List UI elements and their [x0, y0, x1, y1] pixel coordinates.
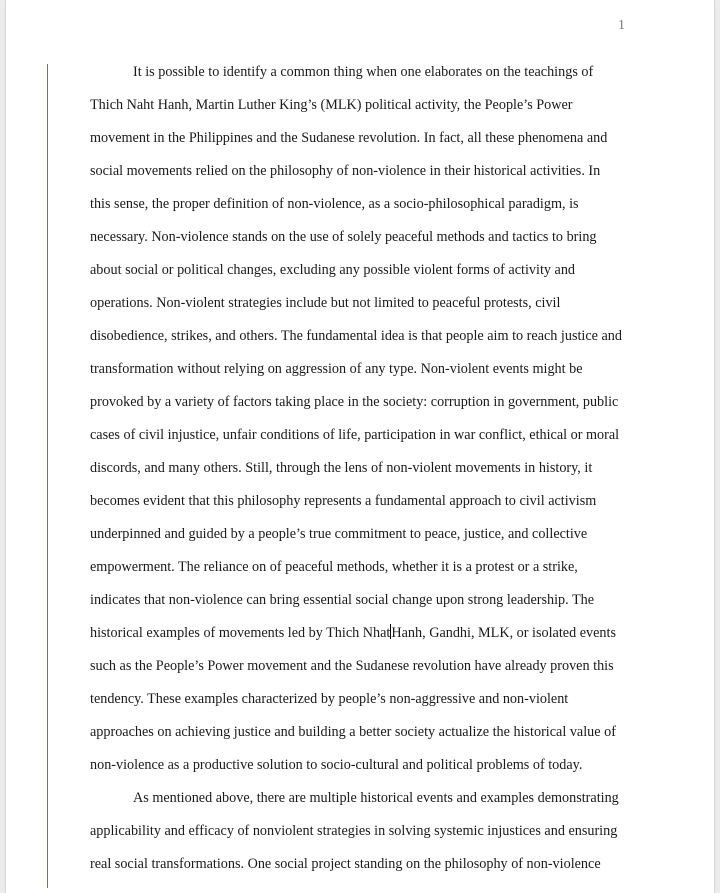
- text-line: [90, 155, 632, 188]
- text-line: [90, 452, 632, 485]
- line-text: approaches on achieving justice and building a better society actualize the historical value of: [90, 724, 616, 740]
- margin-line: [47, 64, 48, 888]
- line-text: becomes evident that this philosophy represents a fundamental approach to civil activism: [90, 493, 597, 509]
- line-text: tendency. These examples characterized by people’s non-aggressive and non-violent: [90, 691, 569, 707]
- page-number: 1: [618, 18, 625, 33]
- line-text: social movements relied on the philosophy of non-violence in their historical activities. In: [90, 163, 601, 179]
- text-line: [90, 419, 632, 452]
- text-line: [90, 749, 632, 782]
- line-text: operations. Non-violent strategies include but not limited to peaceful protests, civil: [90, 295, 561, 311]
- line-text: transformation without relying on aggression of any type. Non-violent events might be: [90, 361, 583, 377]
- line-text: this sense, the proper definition of non-violence, as a socio-philosophical paradigm, is: [90, 196, 579, 212]
- line-text: provoked by a variety of factors taking place in the society: corruption in government, public: [90, 394, 619, 410]
- text-line: [90, 221, 632, 254]
- text-line: [90, 683, 632, 716]
- line-text: disobedience, strikes, and others. The fundamental idea is that people aim to reach justice and: [90, 328, 622, 344]
- text-line: [90, 716, 632, 749]
- text-line: [90, 551, 632, 584]
- line-text: real social transformations. One social project standing on the philosophy of non-violence: [90, 856, 601, 872]
- text-line: [90, 815, 632, 848]
- text-line: [90, 353, 632, 386]
- text-line: [90, 320, 632, 353]
- text-line: [90, 188, 632, 221]
- text-line: [90, 254, 632, 287]
- text-line: [90, 848, 632, 881]
- text-line: [90, 56, 632, 89]
- line-text: about social or political changes, excluding any possible violent forms of activity and: [90, 262, 576, 278]
- line-text: movement in the Philippines and the Sudanese revolution. In fact, all these phenomena and: [90, 130, 608, 146]
- text-line: [90, 584, 632, 617]
- text-line: [90, 518, 632, 551]
- line-text: applicability and efficacy of nonviolent strategies in solving systemic injustices and ensuring: [90, 823, 618, 839]
- line-text-after-cursor: Hanh, Gandhi, MLK, or isolated events: [391, 625, 616, 641]
- line-text: non-violence as a productive solution to socio-cultural and political problems of today.: [90, 757, 583, 773]
- text-line: [90, 89, 632, 122]
- text-line: [90, 386, 632, 419]
- line-text: cases of civil injustice, unfair conditions of life, participation in war conflict, ethical or moral: [90, 427, 620, 443]
- line-text: discords, and many others. Still, through the lens of non-violent movements in history, it: [90, 460, 593, 476]
- text-line: [90, 650, 632, 683]
- line-text: Thich Naht Hanh, Martin Luther King’s (MLK) political activity, the People’s Power: [90, 97, 573, 113]
- line-text: It is possible to identify a common thing when one elaborates on the teachings of: [133, 64, 594, 80]
- line-text: As mentioned above, there are multiple historical events and examples demonstrating: [133, 790, 619, 806]
- text-line: [90, 287, 632, 320]
- text-line: [90, 485, 632, 518]
- text-line: [90, 782, 632, 815]
- line-text: underpinned and guided by a people’s true commitment to peace, justice, and collective: [90, 526, 588, 542]
- document-page[interactable]: [6, 0, 714, 893]
- line-text: empowerment. The reliance on of peaceful methods, whether it is a protest or a strike,: [90, 559, 578, 575]
- text-body[interactable]: [90, 56, 632, 881]
- line-text: indicates that non-violence can bring essential social change upon strong leadership. The: [90, 592, 595, 608]
- text-line: [90, 617, 632, 650]
- line-text: necessary. Non-violence stands on the use of solely peaceful methods and tactics to bring: [90, 229, 597, 245]
- line-text: historical examples of movements led by Thich Nhat: [90, 625, 391, 641]
- text-line: [90, 122, 632, 155]
- line-text: such as the People’s Power movement and the Sudanese revolution have already proven this: [90, 658, 614, 674]
